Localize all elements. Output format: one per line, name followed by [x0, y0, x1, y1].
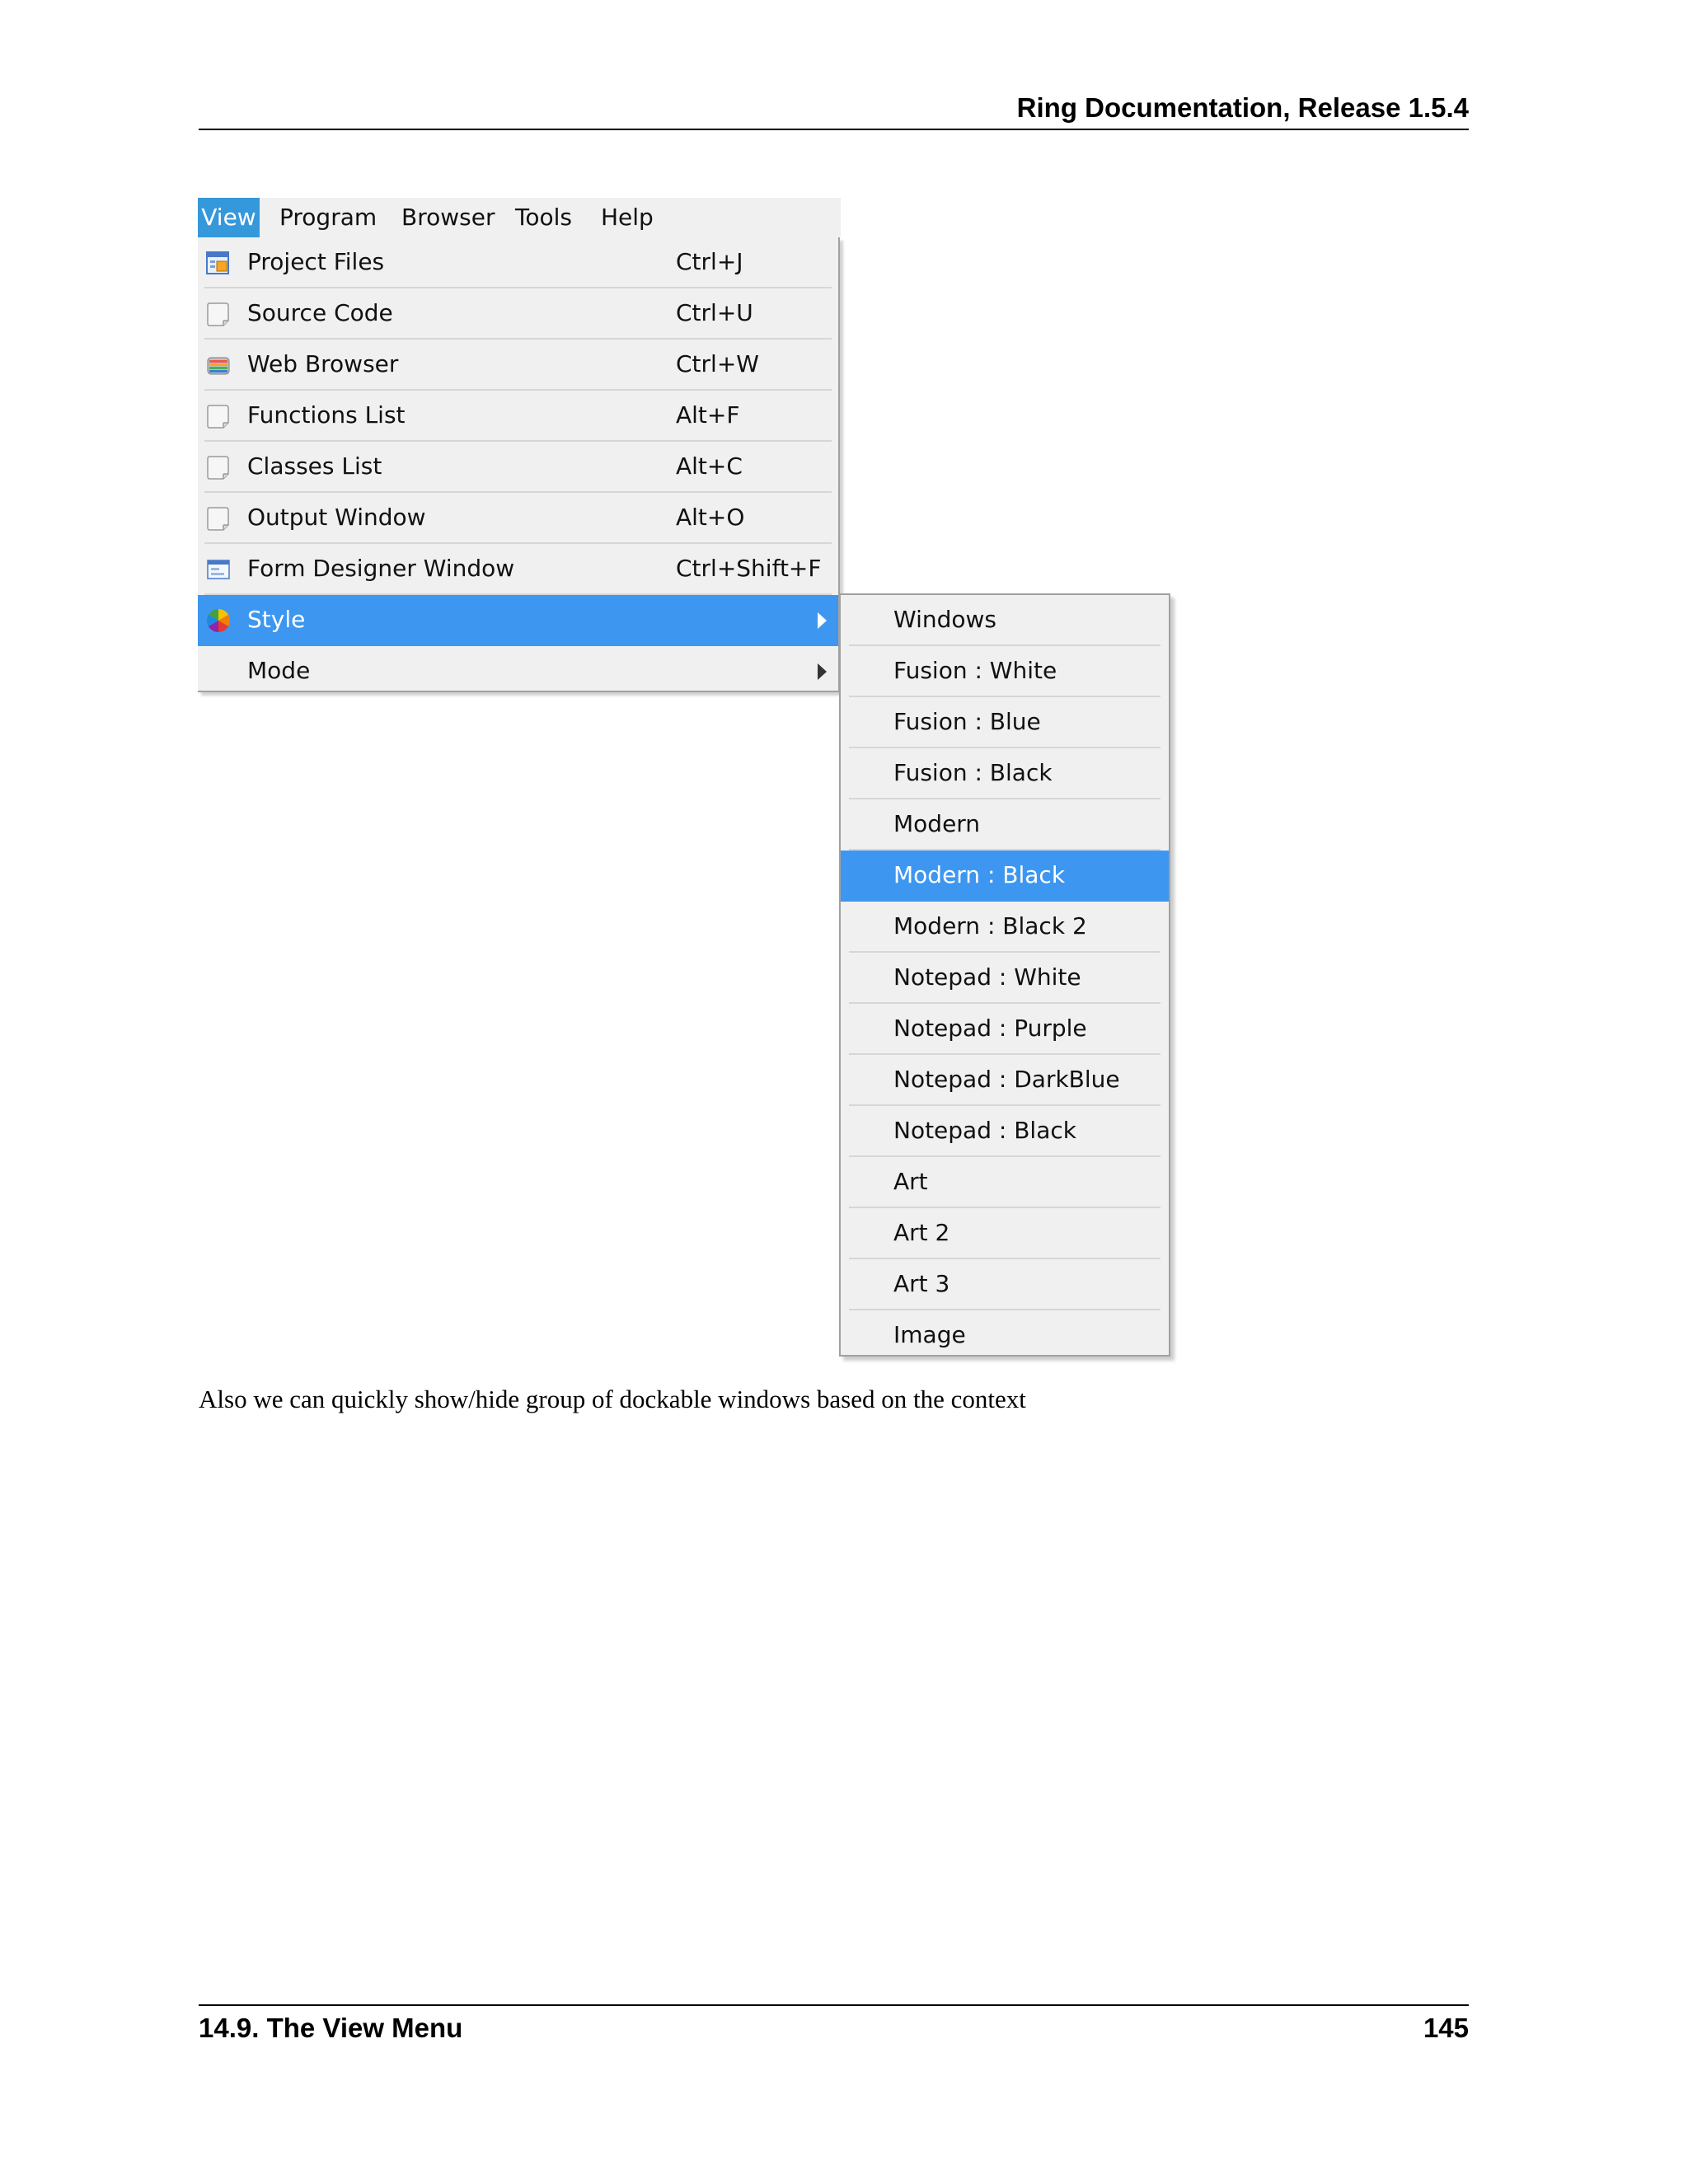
style-item-label: Modern — [893, 810, 981, 837]
menu-item-shortcut: Alt+F — [676, 401, 740, 429]
style-item-label: Fusion : White — [893, 657, 1057, 684]
style-item-label: Modern : Black — [893, 861, 1066, 888]
menu-item-functions-list[interactable] — [198, 391, 838, 442]
style-item-fusion-white[interactable] — [841, 646, 1169, 697]
style-item-art-2[interactable] — [841, 1208, 1169, 1259]
menu-view[interactable]: View — [198, 198, 260, 237]
style-item-label: Art 3 — [893, 1270, 950, 1297]
footer-rule — [199, 2004, 1469, 2006]
menu-item-form-designer-window[interactable] — [198, 544, 838, 595]
project-files-icon — [205, 250, 232, 276]
document-icon — [205, 505, 232, 532]
style-item-label: Notepad : DarkBlue — [893, 1066, 1120, 1093]
document-icon — [205, 301, 232, 327]
menu-item-label: Functions List — [247, 401, 406, 429]
menu-item-source-code[interactable] — [198, 288, 838, 340]
menu-item-shortcut: Ctrl+Shift+F — [676, 555, 822, 582]
style-item-fusion-blue[interactable] — [841, 697, 1169, 748]
menu-item-shortcut: Alt+O — [676, 504, 745, 531]
style-item-label: Image — [893, 1321, 966, 1348]
menu-tools[interactable]: Tools — [515, 204, 572, 231]
style-item-label: Notepad : Purple — [893, 1015, 1087, 1042]
style-item-art-3[interactable] — [841, 1259, 1169, 1310]
style-item-notepad-purple[interactable] — [841, 1004, 1169, 1055]
style-item-windows[interactable] — [841, 595, 1169, 646]
form-designer-icon — [205, 556, 232, 583]
style-item-notepad-black[interactable] — [841, 1106, 1169, 1157]
menu-item-label: Form Designer Window — [247, 555, 515, 582]
menu-item-web-browser[interactable] — [198, 340, 838, 391]
style-item-modern-black-2[interactable] — [841, 902, 1169, 953]
document-icon — [205, 403, 232, 429]
menu-program[interactable]: Program — [279, 204, 377, 231]
submenu-arrow-icon — [818, 612, 827, 629]
menu-item-output-window[interactable] — [198, 493, 838, 544]
menu-item-shortcut: Ctrl+W — [676, 350, 759, 377]
style-item-label: Art 2 — [893, 1219, 950, 1246]
document-icon — [205, 454, 232, 480]
menu-item-label: Mode — [247, 657, 311, 684]
menu-item-style[interactable] — [198, 595, 838, 646]
menu-bar — [198, 198, 841, 237]
style-item-label: Art — [893, 1168, 928, 1195]
style-item-label: Notepad : White — [893, 963, 1081, 991]
style-item-notepad-darkblue[interactable] — [841, 1055, 1169, 1106]
running-header: Ring Documentation, Release 1.5.4 — [1016, 92, 1469, 123]
menu-item-label: Output Window — [247, 504, 426, 531]
style-item-label: Modern : Black 2 — [893, 912, 1087, 940]
style-item-label: Fusion : Black — [893, 759, 1053, 786]
menu-item-label: Project Files — [247, 248, 385, 275]
style-item-art[interactable] — [841, 1157, 1169, 1208]
style-item-modern-black[interactable] — [841, 851, 1169, 902]
menu-item-label: Classes List — [247, 452, 382, 480]
style-item-image[interactable] — [841, 1310, 1169, 1361]
web-browser-icon — [205, 352, 232, 378]
footer-section-title: 14.9. The View Menu — [199, 2013, 463, 2043]
menu-item-label: Style — [247, 606, 306, 633]
style-submenu — [839, 593, 1170, 1357]
menu-browser[interactable]: Browser — [401, 204, 495, 231]
body-caption: Also we can quickly show/hide group of dockable windows based on the context — [199, 1385, 1026, 1413]
style-item-label: Windows — [893, 606, 996, 633]
menu-item-classes-list[interactable] — [198, 442, 838, 493]
header-rule — [199, 129, 1469, 130]
style-item-fusion-black[interactable] — [841, 748, 1169, 799]
submenu-arrow-icon — [818, 663, 827, 680]
menu-item-shortcut: Alt+C — [676, 452, 743, 480]
menu-item-shortcut: Ctrl+J — [676, 248, 743, 275]
style-item-modern[interactable] — [841, 799, 1169, 851]
menu-item-shortcut: Ctrl+U — [676, 299, 753, 326]
menu-help[interactable]: Help — [601, 204, 654, 231]
menu-item-label: Web Browser — [247, 350, 399, 377]
view-menu-dropdown — [198, 237, 840, 692]
style-item-notepad-white[interactable] — [841, 953, 1169, 1004]
style-item-label: Fusion : Blue — [893, 708, 1041, 735]
page-number: 145 — [1423, 2013, 1469, 2043]
menu-item-mode[interactable] — [198, 646, 838, 697]
menu-item-label: Source Code — [247, 299, 393, 326]
style-item-label: Notepad : Black — [893, 1117, 1076, 1144]
color-wheel-icon — [205, 607, 232, 634]
menu-item-project-files[interactable] — [198, 237, 838, 288]
